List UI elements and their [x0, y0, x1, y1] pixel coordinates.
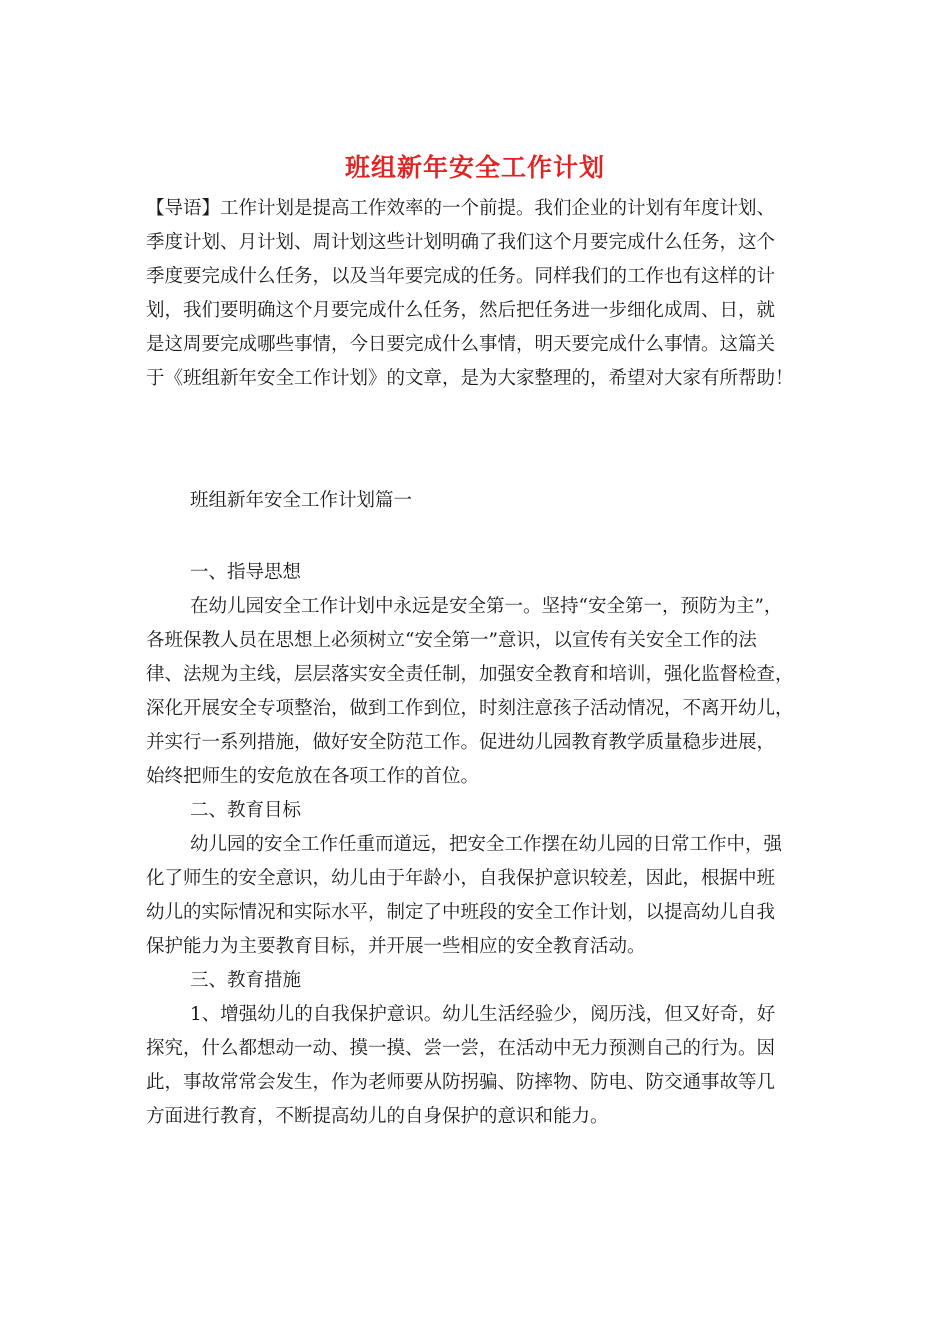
paragraph-line: 化了师生的安全意识，幼儿由于年龄小，自我保护意识较差，因此，根据中班 [146, 868, 776, 889]
paragraph-line: 幼儿的实际情况和实际水平，制定了中班段的安全工作计划，以提高幼儿自我 [146, 902, 776, 923]
paragraph-line: 方面进行教育，不断提高幼儿的自身保护的意识和能力。 [146, 1106, 609, 1127]
heading-guiding-thought: 一、指导思想 [190, 562, 302, 583]
document-body [146, 556, 818, 1134]
document-title: 班组新年安全工作计划 [344, 153, 605, 182]
paragraph-line: 始终把师生的安危放在各项工作的首位。 [146, 766, 480, 787]
paragraph-line: 1、增强幼儿的自我保护意识。幼儿生活经验少，阅历浅，但又好奇，好 [190, 1004, 776, 1025]
paragraph-line: 在幼儿园安全工作计划中永远是安全第一。坚持“安全第一，预防为主”， [190, 596, 783, 617]
paragraph-line: 此，事故常常会发生，作为老师要从防拐骗、防摔物、防电、防交通事故等几 [146, 1072, 776, 1093]
intro-line: 于《班组新年安全工作计划》的文章，是为大家整理的，希望对大家有所帮助！ [146, 368, 794, 389]
section-title: 班组新年安全工作计划篇一 [190, 490, 413, 511]
intro-line: 划，我们要明确这个月要完成什么任务，然后把任务进一步细化成周、日，就 [146, 300, 776, 321]
paragraph-line: 保护能力为主要教育目标，并开展一些相应的安全教育活动。 [146, 936, 646, 957]
paragraph-line: 幼儿园的安全工作任重而道远，把安全工作摆在幼儿园的日常工作中，强 [190, 834, 783, 855]
intro-line: 季度计划、月计划、周计划这些计划明确了我们这个月要完成什么任务，这个 [146, 232, 776, 253]
intro-line: 是这周要完成哪些事情，今日要完成什么事情，明天要完成什么事情。这篇关 [146, 334, 776, 355]
intro-paragraph [146, 192, 818, 396]
paragraph-line: 律、法规为主线，层层落实安全责任制，加强安全教育和培训，强化监督检查， [146, 664, 794, 685]
intro-line: 季度要完成什么任务，以及当年要完成的任务。同样我们的工作也有这样的计 [146, 266, 776, 287]
heading-education-goals: 二、教育目标 [190, 800, 302, 821]
paragraph-line: 探究，什么都想动一动、摸一摸、尝一尝，在活动中无力预测自己的行为。因 [146, 1038, 776, 1059]
paragraph-line: 各班保教人员在思想上必须树立“安全第一”意识，以宣传有关安全工作的法 [146, 630, 757, 651]
intro-line: 【导语】工作计划是提高工作效率的一个前提。我们企业的计划有年度计划、 [146, 198, 776, 219]
heading-education-measures: 三、教育措施 [190, 970, 302, 991]
paragraph-line: 并实行一系列措施，做好安全防范工作。促进幼儿园教育教学质量稳步进展， [146, 732, 776, 753]
paragraph-line: 深化开展安全专项整治，做到工作到位，时刻注意孩子活动情况，不离开幼儿， [146, 698, 794, 719]
